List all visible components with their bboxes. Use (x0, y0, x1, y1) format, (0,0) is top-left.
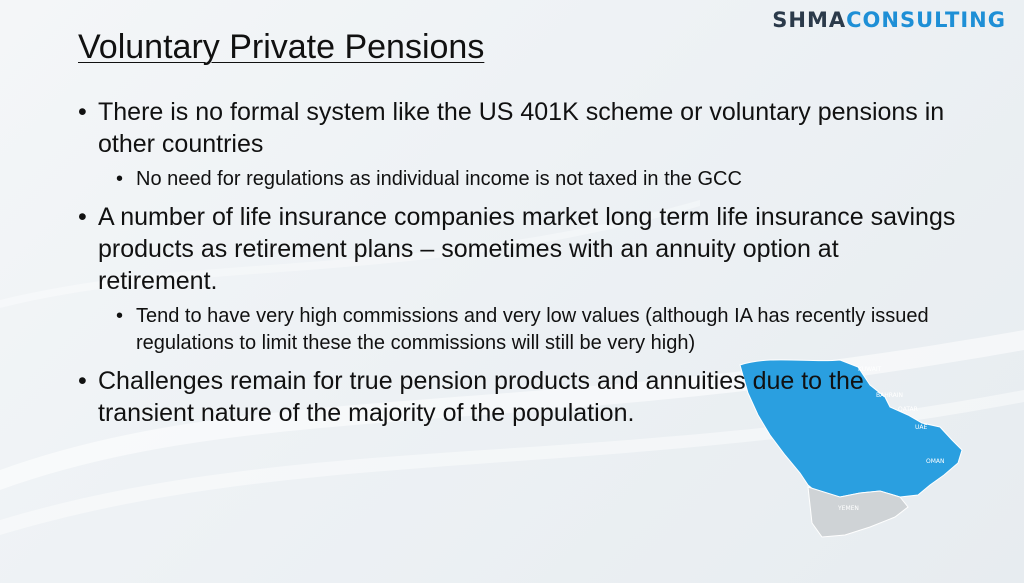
map-label-kuwait: KUWAIT (858, 366, 882, 373)
map-label-uae: UAE (915, 424, 928, 431)
map-label-qatar: QATAR (898, 406, 918, 413)
map-label-oman: OMAN (926, 458, 945, 465)
sub-bullet-2: • Tend to have very high commissions and very low values (although IA has recently issued regulations to limit these the commissions will still be very high) (116, 303, 958, 357)
map-label-bahrain: BAHRAIN (876, 392, 904, 399)
bullet-list (78, 96, 958, 435)
bullet-2: • A number of life insurance companies market long term life insurance savings products as retirement plans – sometimes with an annuity option at retirement. (78, 201, 958, 297)
yemen-region-shape (808, 487, 908, 537)
slide-title: Voluntary Private Pensions (78, 28, 485, 66)
bullet-3: • Challenges remain for true pension products and annuities due to the transient nature of the majority of the population. (78, 365, 958, 429)
company-logo: SHMACONSULTING (772, 8, 1006, 32)
map-label-yemen: YEMEN (838, 505, 859, 512)
bullet-1: • There is no formal system like the US 401K scheme or voluntary pensions in other countries (78, 96, 958, 160)
sub-bullet-1: • No need for regulations as individual income is not taxed in the GCC (116, 166, 958, 193)
